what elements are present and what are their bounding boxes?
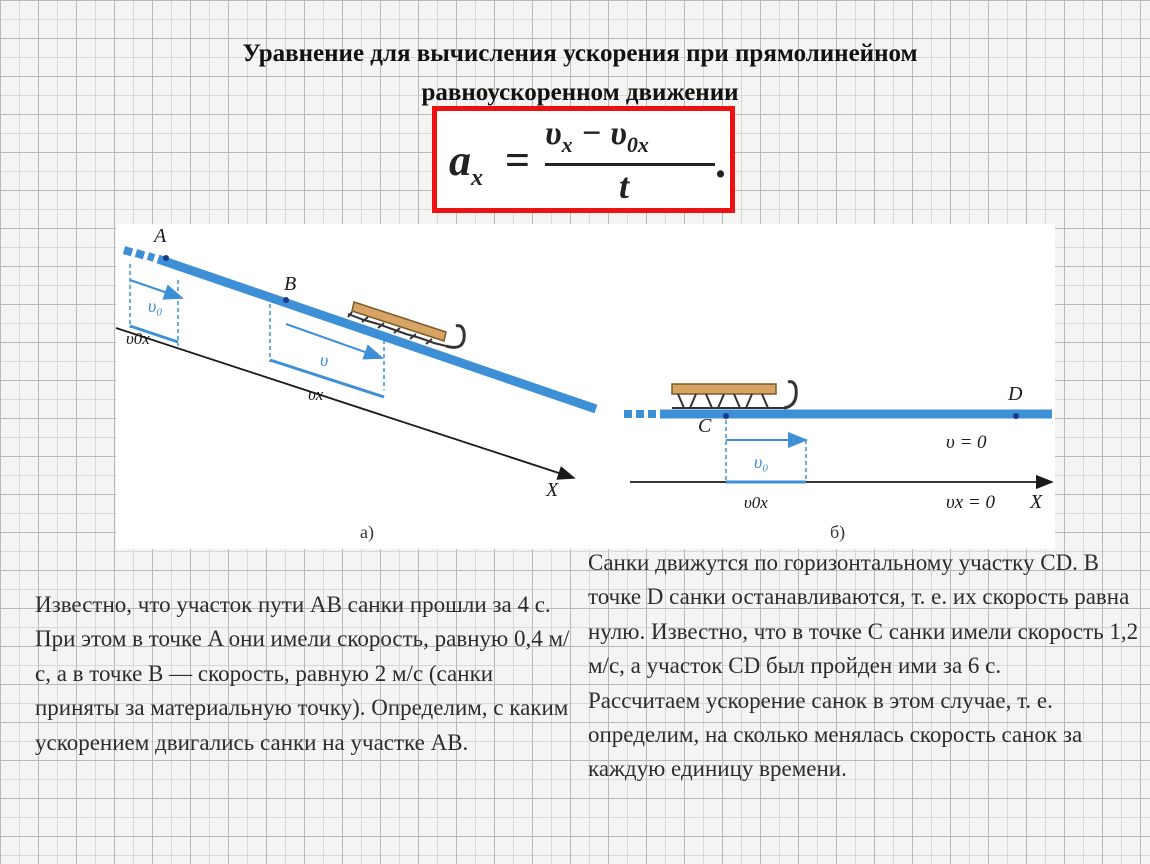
point-d: [1013, 413, 1019, 419]
label-v0-vector-b: υ₀: [754, 452, 769, 472]
label-axis-x-b: X: [1030, 491, 1043, 513]
label-vx-a: υx: [308, 385, 324, 404]
formula-equals: =: [505, 136, 531, 185]
label-point-d: D: [1008, 383, 1023, 405]
caption-b: б): [830, 522, 846, 542]
formula-numerator: $\upsilon_x - \upsilon_{0x}$: [545, 115, 649, 157]
label-v0x-a: υ0x: [126, 329, 150, 348]
formula-lhs: $a_x$: [449, 136, 483, 191]
caption-a: а): [360, 522, 374, 542]
slope-dashes: [124, 250, 154, 258]
point-a: [163, 255, 169, 261]
problem-text-ab: Известно, что участок пути AB санки прошли за 4 с. При этом в точке A они имели скорость, равную 0,4 м/с, а в точке B — скорость, равную 2 м/с (санки приняты за материальную точку). Определим, с каким ускорением двигались санки на участке AB.: [35, 592, 570, 755]
title-line-2: равноускоренном движении: [421, 79, 739, 106]
point-c: [723, 413, 729, 419]
figure-a: [116, 225, 596, 543]
label-point-c: C: [698, 415, 712, 437]
inclined-slope: [158, 259, 596, 409]
page-title: [80, 34, 1080, 112]
problem-text-cd: [588, 546, 1148, 787]
label-v0-vector: υ₀: [148, 296, 163, 316]
sled-b: [672, 382, 796, 408]
label-point-b: B: [284, 273, 297, 295]
label-vx-equals-zero: υx = 0: [946, 492, 995, 513]
point-b: [283, 297, 289, 303]
label-point-a: A: [154, 225, 167, 247]
formula-denominator: t: [619, 166, 630, 206]
projection-lines-b: [726, 420, 806, 482]
label-v-vector: υ: [320, 350, 329, 370]
formula-period: .: [715, 138, 726, 187]
motion-figure: [116, 224, 1055, 549]
acceleration-formula: [437, 111, 730, 208]
problem-text-cd-p1: Санки движутся по горизонтальному участку CD. В точке D санки останавливаются, т. е. их скорость равна нулю. Известно, что в точке C санки имели скорость 1,2 м/с, а участок CD был пройден ими за 6 с.: [588, 550, 1139, 679]
axis-x-a: [116, 328, 574, 478]
problem-text-cd-p2: Рассчитаем ускорение санок в этом случае, т. е. определим, на сколько менялась скорость санок за каждую единицу времени.: [588, 687, 1083, 782]
formula-box: [432, 106, 735, 213]
title-line-1: Уравнение для вычисления ускорения при прямолинейном: [242, 40, 918, 67]
label-axis-x-a: X: [546, 479, 559, 501]
label-v0x-b: υ0x: [744, 493, 768, 512]
fraction-bar: [545, 163, 715, 166]
figure-b: [624, 382, 1052, 543]
label-v-equals-zero: υ = 0: [946, 432, 987, 453]
